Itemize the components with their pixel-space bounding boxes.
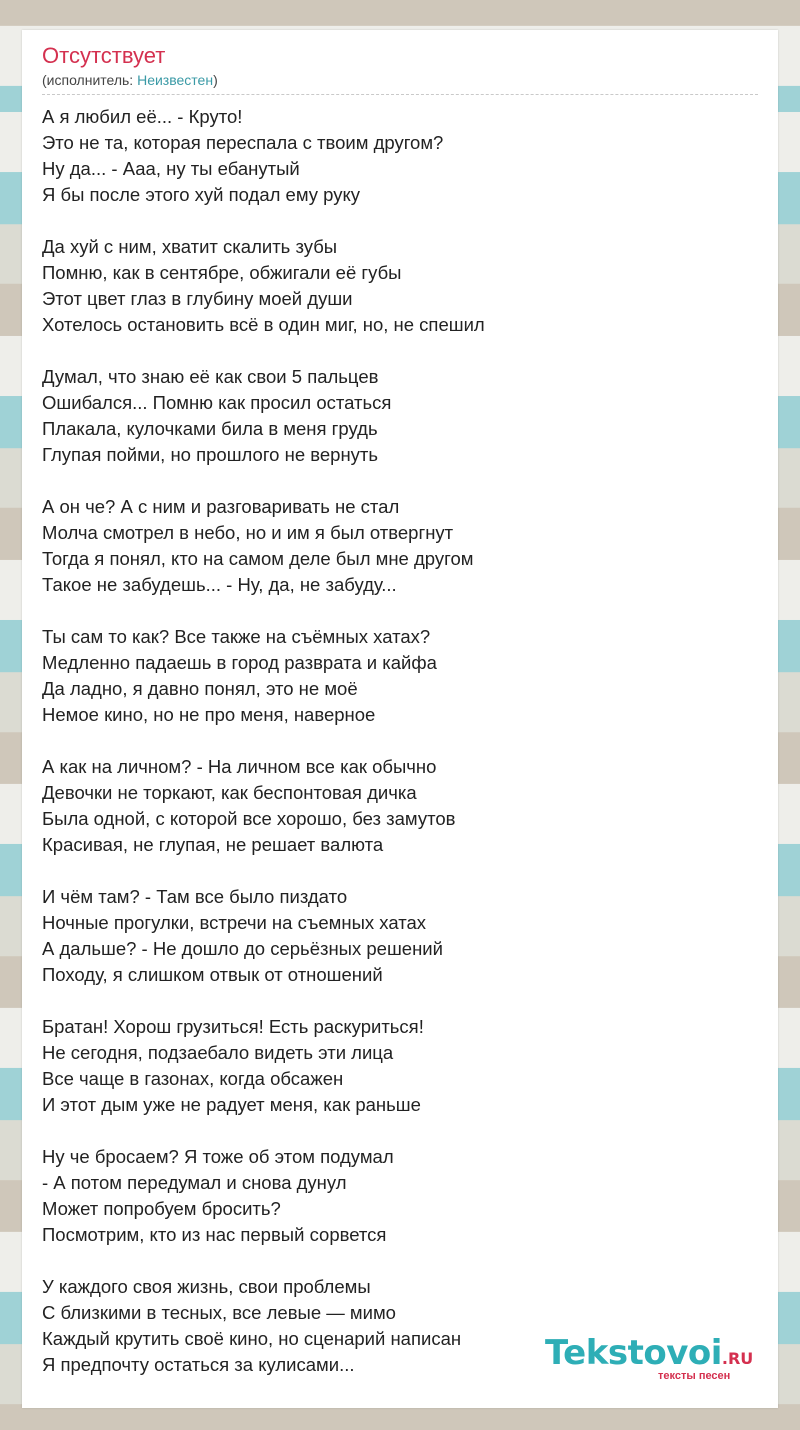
- lyrics-line: У каждого своя жизнь, свои проблемы: [42, 1276, 371, 1297]
- lyrics-stanza: [42, 1014, 758, 1118]
- lyrics-line: Походу, я слишком отвык от отношений: [42, 964, 383, 985]
- artist-suffix: ): [213, 72, 218, 88]
- lyrics-line: Ну да... - Ааа, ну ты ебанутый: [42, 158, 300, 179]
- lyrics-text: [42, 104, 758, 1404]
- lyrics-line: Молча смотрел в небо, но и им я был отвергнут: [42, 522, 454, 543]
- lyrics-line: Такое не забудешь... - Ну, да, не забуду...: [42, 574, 397, 595]
- lyrics-line: Хотелось остановить всё в один миг, но, не спешил: [42, 314, 485, 335]
- lyrics-line: Я бы после этого хуй подал ему руку: [42, 184, 361, 205]
- lyrics-line: Да хуй с ним, хватит скалить зубы: [42, 236, 338, 257]
- lyrics-stanza: [42, 884, 758, 988]
- artist-prefix: (исполнитель:: [42, 72, 138, 88]
- lyrics-line: Ну че бросаем? Я тоже об этом подумал: [42, 1146, 394, 1167]
- logo-tld: .RU: [721, 1349, 754, 1368]
- site-logo[interactable]: [545, 1333, 777, 1383]
- lyrics-stanza: [42, 754, 758, 858]
- lyrics-line: Ты сам то как? Все также на съёмных хатах?: [42, 626, 431, 647]
- logo-main-text: Tekstovoi: [545, 1333, 722, 1373]
- lyrics-line: Ночные прогулки, встречи на съемных хатах: [42, 912, 427, 933]
- lyrics-line: С близкими в тесных, все левые — мимо: [42, 1302, 396, 1323]
- lyrics-stanza: [42, 234, 758, 338]
- logo-tagline: тексты песен: [658, 1370, 731, 1382]
- artist-link[interactable]: Неизвестен: [137, 72, 214, 88]
- lyrics-line: Плакала, кулочками била в меня грудь: [42, 418, 378, 439]
- lyrics-line: Этот цвет глаз в глубину моей души: [42, 288, 353, 309]
- song-title: Отсутствует: [42, 43, 166, 68]
- lyrics-line: Может попробуем бросить?: [42, 1198, 281, 1219]
- lyrics-line: Глупая пойми, но прошлого не вернуть: [42, 444, 379, 465]
- lyrics-card: [22, 30, 778, 1408]
- lyrics-line: Посмотрим, кто из нас первый сорвется: [42, 1224, 387, 1245]
- lyrics-line: Я предпочту остаться за кулисами...: [42, 1354, 355, 1375]
- lyrics-line: Это не та, которая переспала с твоим другом?: [42, 132, 444, 153]
- lyrics-line: Красивая, не глупая, не решает валюта: [42, 834, 384, 855]
- lyrics-line: Тогда я понял, кто на самом деле был мне другом: [42, 548, 474, 569]
- lyrics-line: Не сегодня, подзаебало видеть эти лица: [42, 1042, 394, 1063]
- lyrics-line: Немое кино, но не про меня, наверное: [42, 704, 376, 725]
- lyrics-line: Да ладно, я давно понял, это не моё: [42, 678, 358, 699]
- lyrics-stanza: [42, 624, 758, 728]
- lyrics-line: Все чаще в газонах, когда обсажен: [42, 1068, 344, 1089]
- lyrics-line: - А потом передумал и снова дунул: [42, 1172, 347, 1193]
- lyrics-line: Помню, как в сентябре, обжигали её губы: [42, 262, 402, 283]
- artist-line: [42, 72, 218, 88]
- lyrics-line: Думал, что знаю её как свои 5 пальцев: [42, 366, 379, 387]
- song-header: [42, 42, 758, 95]
- lyrics-line: А я любил её... - Круто!: [42, 106, 243, 127]
- lyrics-stanza: [42, 1144, 758, 1248]
- lyrics-line: Каждый крутить своё кино, но сценарий написан: [42, 1328, 462, 1349]
- lyrics-line: И чём там? - Там все было пиздато: [42, 886, 348, 907]
- lyrics-line: А он че? А с ним и разговаривать не стал: [42, 496, 400, 517]
- lyrics-line: Медленно падаешь в город разврата и кайфа: [42, 652, 437, 673]
- lyrics-line: Ошибался... Помню как просил остаться: [42, 392, 392, 413]
- lyrics-stanza: [42, 104, 758, 208]
- lyrics-line: А дальше? - Не дошло до серьёзных решений: [42, 938, 443, 959]
- lyrics-line: Девочки не торкают, как беспонтовая дичка: [42, 782, 417, 803]
- lyrics-line: А как на личном? - На личном все как обычно: [42, 756, 437, 777]
- lyrics-stanza: [42, 364, 758, 468]
- lyrics-stanza: [42, 494, 758, 598]
- lyrics-line: И этот дым уже не радует меня, как раньше: [42, 1094, 421, 1115]
- lyrics-line: Была одной, с которой все хорошо, без замутов: [42, 808, 456, 829]
- lyrics-line: Братан! Хорош грузиться! Есть раскуриться!: [42, 1016, 424, 1037]
